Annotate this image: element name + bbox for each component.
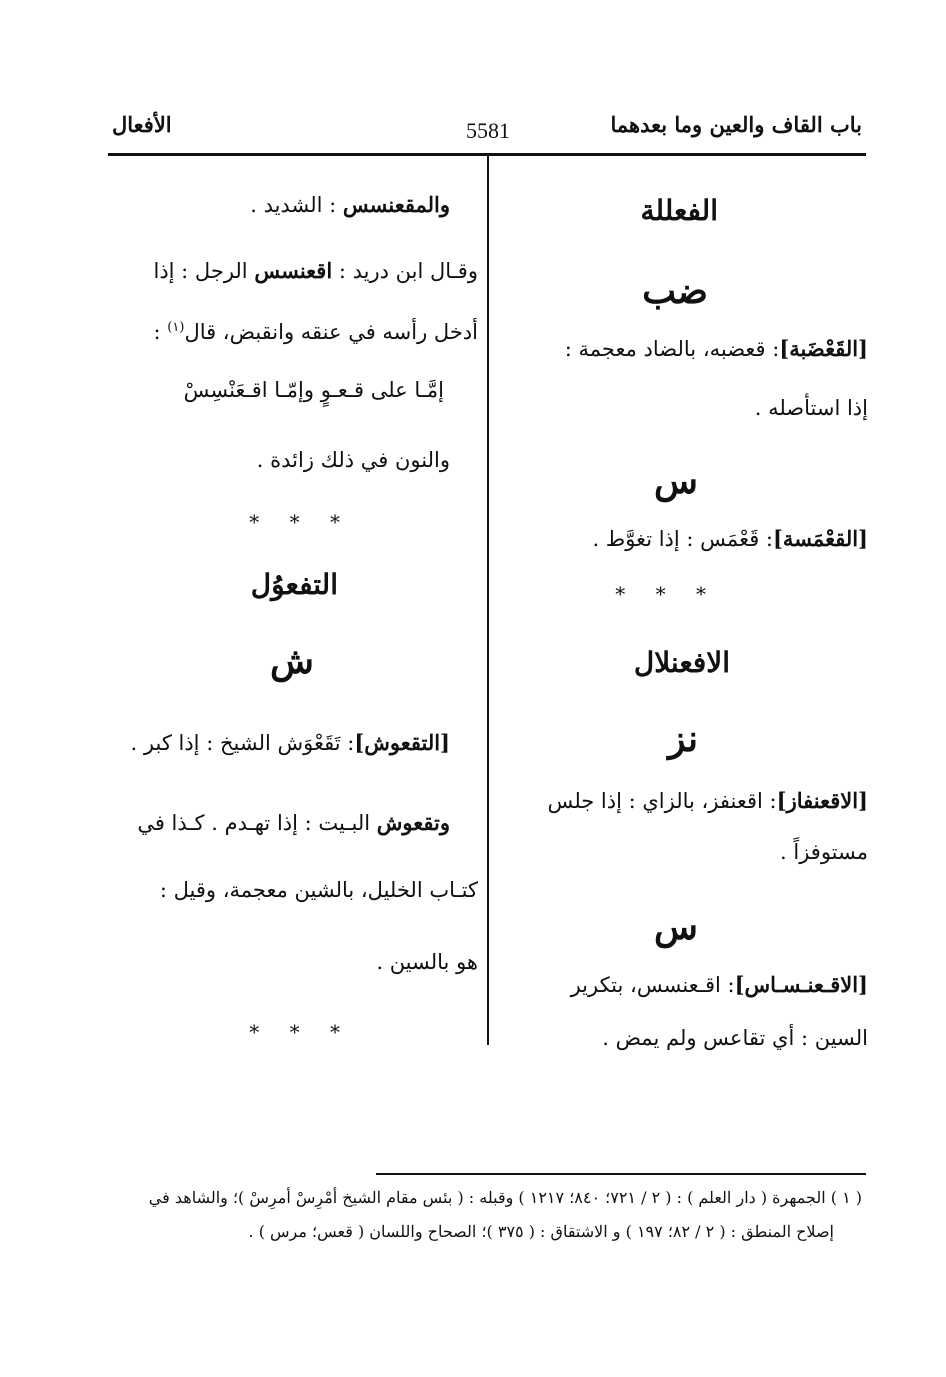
- text-segment: :: [153, 320, 168, 344]
- entry-text: : اقعنفز، بالزاي : إذا جلس: [547, 789, 777, 813]
- entry-taqawush-bayt: [137, 810, 450, 836]
- entry-head: [التقعوش]: [354, 730, 450, 755]
- entry-text: : قَعْمَس : إذا تغوَّط .: [592, 527, 773, 551]
- entry-taqawush: [131, 730, 450, 756]
- chapter-title: باب القاف والعين وما بعدهما: [610, 112, 862, 137]
- ibn-durayd-line: [153, 258, 478, 284]
- entry-head: [الاقعنفاز]: [776, 788, 868, 813]
- entry-text: : الشديد .: [250, 193, 337, 217]
- khalil-line: كتـاب الخليل، بالشين معجمة، وقيل :: [159, 878, 478, 902]
- entry-head: [الاقـعنـسـاس]: [734, 972, 868, 997]
- entry-text: البـيت : إذا تهـدم . كـذا في: [137, 811, 371, 835]
- footnote-rule: [376, 1173, 866, 1175]
- entry-head: والمقعنسس: [342, 192, 450, 217]
- entry-text: : اقـعنسس، بتكرير: [570, 973, 735, 997]
- root-heading-s: س: [654, 460, 698, 502]
- bold-term: وتقعوش: [376, 810, 450, 835]
- section-title: الأفعال: [112, 112, 172, 137]
- separator-stars: * * *: [615, 582, 718, 606]
- entry-iqansas-cont: السين : أي تقاعس ولم يمض .: [602, 1026, 868, 1050]
- entry-muqansis: [250, 192, 450, 218]
- text-segment: الرجل : إذا: [153, 259, 248, 283]
- page-number: 5581: [466, 118, 510, 143]
- entry-qadaba-cont: إذا استأصله .: [754, 396, 868, 420]
- text-segment: وقـال ابن دريد :: [338, 259, 478, 283]
- root-heading-s-2: س: [654, 906, 698, 948]
- separator-stars: * * *: [249, 510, 352, 534]
- separator-stars-2: * * *: [249, 1020, 352, 1044]
- entry-head: [القَعْضَبة]: [779, 336, 868, 361]
- column-divider: [487, 155, 489, 1045]
- text-segment: أدخل رأسه في عنقه وانقبض، قال: [184, 320, 478, 344]
- heading-faalala: الفعللة: [640, 194, 718, 227]
- heading-ifinlal: الافعنلال: [633, 646, 730, 679]
- sin-line: هو بالسين .: [376, 950, 478, 974]
- entry-head: [القعْمَسة]: [773, 526, 868, 551]
- entry-iqansas: [571, 972, 868, 998]
- bold-term: اقعنسس: [254, 258, 333, 283]
- footnote-ref: (١): [167, 320, 185, 335]
- quote-intro-line: [154, 320, 478, 345]
- entry-qamsa: [592, 526, 868, 552]
- footnote-line-1: ( ١ ) الجمهرة ( دار العلم ) : ( ٢ / ٧٢١؛ ٨٤٠؛ ١٢١٧ ) وقبله : ( بئس مقام الشيخ أمْرِسْ أمرِسْ )؛ والشاهد في: [148, 1188, 862, 1207]
- footnote-line-2: إصلاح المنطق : ( ٢ / ٨٢؛ ١٩٧ ) و الاشتقاق : ( ٣٧٥ )؛ الصحاح واللسان ( قعس؛ مرس ) .: [248, 1222, 834, 1241]
- entry-qadaba: [565, 336, 868, 362]
- entry-iqanfaz: [548, 788, 868, 814]
- verse-line: إمَّـا على قـعـوٍ وإمّـا اقـعَنْسِسْ: [183, 378, 444, 402]
- root-heading-sh: ش: [270, 640, 314, 682]
- nun-line: والنون في ذلك زائدة .: [256, 448, 450, 472]
- entry-text: : قعضبه، بالضاد معجمة :: [564, 337, 780, 361]
- entry-text: : تَقَعْوَش الشيخ : إذا كبر .: [130, 731, 355, 755]
- root-heading-db: ضب: [642, 270, 708, 312]
- heading-tafawul: التفعوُل: [250, 568, 338, 601]
- root-heading-nz: نز: [668, 718, 698, 760]
- entry-iqanfaz-cont: مستوفزاً .: [780, 840, 868, 864]
